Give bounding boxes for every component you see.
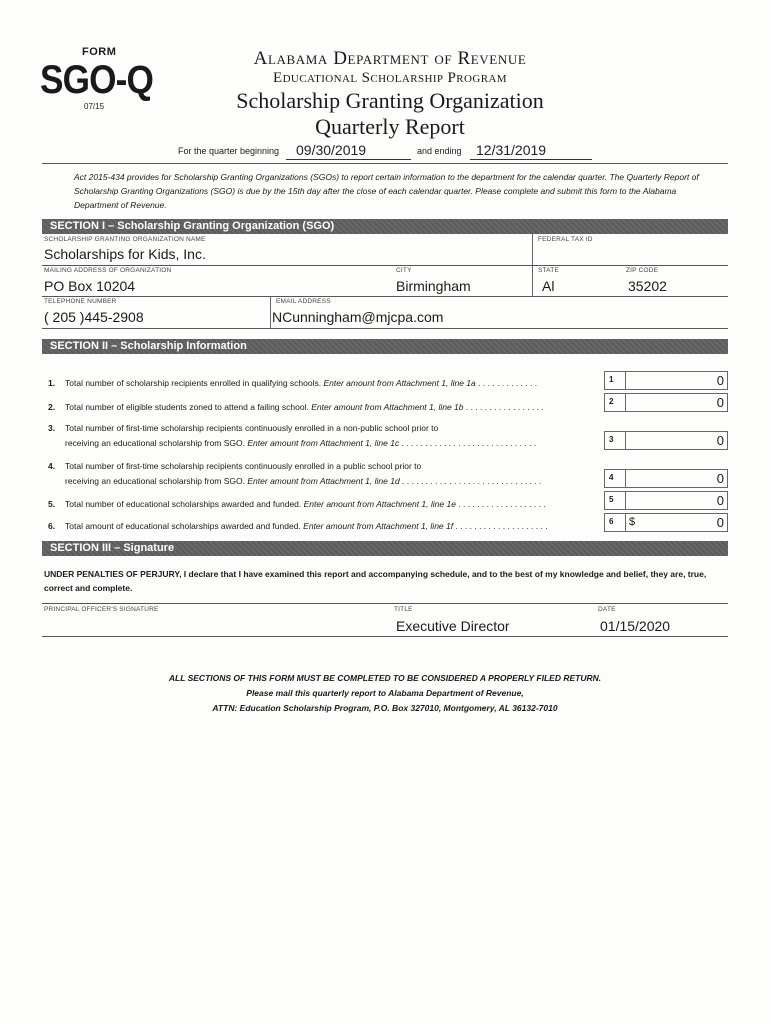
dollar-sign: $ <box>629 516 636 528</box>
box-divider <box>625 372 626 389</box>
fein-field[interactable] <box>538 246 728 262</box>
org-name-label: SCHOLARSHIP GRANTING ORGANIZATION NAME <box>44 236 206 243</box>
email-field[interactable]: NCunningham@mjcpa.com <box>272 309 444 325</box>
footer-notice: ALL SECTIONS OF THIS FORM MUST BE COMPLETED TO BE CONSIDERED A PROPERLY FILED RETURN. <box>168 673 602 683</box>
answer-value: 0 <box>716 471 724 486</box>
address-field[interactable]: PO Box 10204 <box>44 278 136 294</box>
answer-box-6[interactable] <box>604 513 728 532</box>
zip-label: ZIP CODE <box>626 267 659 274</box>
section-3-header: SECTION III – Signature <box>42 541 728 556</box>
state-field[interactable]: Al <box>542 278 555 294</box>
question-text-cont: receiving an educational scholarship from SGO. <box>65 438 246 448</box>
answer-box-1[interactable] <box>604 371 728 390</box>
answer-value: 0 <box>716 515 724 530</box>
box-divider <box>625 432 626 449</box>
question-5 <box>48 497 600 512</box>
question-hint: Enter amount from Attachment 1, line 1b <box>311 402 464 412</box>
row-divider <box>42 328 728 329</box>
box-divider <box>625 470 626 487</box>
question-text: Total number of first-time scholarship recipients continuously enrolled in a non-public school prior to <box>65 423 439 433</box>
answer-value: 0 <box>716 395 724 410</box>
department-name: Alabama Department of Revenue <box>253 48 527 69</box>
title-label: TITLE <box>394 606 413 613</box>
city-field[interactable]: Birmingham <box>396 278 471 294</box>
form-code: SGO-Q <box>40 58 153 102</box>
quarter-begin-field[interactable] <box>286 143 411 160</box>
date-field[interactable]: 01/15/2020 <box>600 618 671 634</box>
box-divider <box>625 394 626 411</box>
phone-label: TELEPHONE NUMBER <box>44 298 117 305</box>
form-subtitle: Quarterly Report <box>315 114 465 139</box>
leader-dots: . . . . . . . . . . . . . . . . . . . <box>455 499 546 509</box>
quarter-begin-label: For the quarter beginning <box>178 146 280 156</box>
row-divider <box>42 265 728 266</box>
box-number: 3 <box>609 435 614 444</box>
quarter-begin-value: 09/30/2019 <box>296 142 367 158</box>
section-1-header: SECTION I – Scholarship Granting Organization (SGO) <box>42 219 728 234</box>
section-2-header: SECTION II – Scholarship Information <box>42 339 728 354</box>
footer-address-line: ATTN: Education Scholarship Program, P.O. Box 327010, Montgomery, AL 36132-7010 <box>212 703 558 713</box>
question-number: 6. <box>48 521 56 531</box>
fein-label: FEDERAL TAX ID <box>538 236 593 243</box>
question-number: 4. <box>48 461 56 471</box>
email-label: EMAIL ADDRESS <box>276 298 331 305</box>
question-text: Total amount of educational scholarships awarded and funded. <box>65 521 301 531</box>
row-divider <box>42 636 728 637</box>
header-divider <box>42 163 728 164</box>
answer-box-2[interactable] <box>604 393 728 412</box>
perjury-statement: UNDER PENALTIES OF PERJURY, I declare that I have examined this report and accompanying schedule, and to the best of my knowledge and belief, they are, true, correct and complete. <box>44 569 707 593</box>
row-divider <box>42 603 728 604</box>
org-name-field[interactable]: Scholarships for Kids, Inc. <box>44 246 206 262</box>
question-1 <box>48 376 600 391</box>
question-4 <box>48 459 600 489</box>
question-number: 1. <box>48 378 56 388</box>
question-hint: Enter amount from Attachment 1, line 1d <box>247 476 400 486</box>
program-name: Educational Scholarship Program <box>273 70 507 86</box>
question-2 <box>48 400 600 415</box>
answer-value: 0 <box>716 373 724 388</box>
question-text: Total number of first-time scholarship recipients continuously enrolled in a public school prior to <box>65 461 422 471</box>
title-field[interactable]: Executive Director <box>396 618 510 634</box>
box-number: 4 <box>609 473 614 482</box>
leader-dots: . . . . . . . . . . . . . . . . . . . . . . . . . . . . . <box>399 438 537 448</box>
box-divider <box>625 514 626 531</box>
answer-box-3[interactable] <box>604 431 728 450</box>
question-6 <box>48 519 600 534</box>
box-divider <box>625 492 626 509</box>
form-label: FORM <box>82 46 117 58</box>
leader-dots: . . . . . . . . . . . . . . . . . . . . <box>453 521 548 531</box>
form-version: 07/15 <box>84 102 105 111</box>
box-number: 2 <box>609 397 614 406</box>
question-3 <box>48 421 600 451</box>
question-number: 5. <box>48 499 56 509</box>
quarter-end-label: and ending <box>417 146 462 156</box>
question-hint: Enter amount from Attachment 1, line 1f <box>303 521 454 531</box>
question-number: 2. <box>48 402 56 412</box>
question-number: 3. <box>48 423 56 433</box>
row-divider <box>42 296 728 297</box>
question-hint: Enter amount from Attachment 1, line 1c <box>247 438 400 448</box>
form-title: Scholarship Granting Organization <box>236 88 544 113</box>
phone-field[interactable]: ( 205 )445-2908 <box>44 309 144 325</box>
box-number: 1 <box>609 375 614 384</box>
box-number: 6 <box>609 517 614 526</box>
question-hint: Enter amount from Attachment 1, line 1a <box>323 378 476 388</box>
zip-field[interactable]: 35202 <box>628 278 667 294</box>
footer-mail-line: Please mail this quarterly report to Alabama Department of Revenue, <box>246 688 524 698</box>
quarter-end-value: 12/31/2019 <box>476 142 547 158</box>
question-text-cont: receiving an educational scholarship from SGO. <box>65 476 246 486</box>
intro-text: Act 2015-434 provides for Scholarship Granting Organizations (SGOs) to report certain information to the department for the calendar quarter. The Quarterly Report of Scholarship Granting Organizations (SGO) is due by the 15th day after the close of each calendar quarter. Please complete and submit this form to the Alabama Department of Revenue. <box>74 172 699 210</box>
leader-dots: . . . . . . . . . . . . . <box>475 378 538 388</box>
leader-dots: . . . . . . . . . . . . . . . . . . . . . . . . . . . . . . <box>399 476 542 486</box>
grid-divider <box>270 296 271 328</box>
address-label: MAILING ADDRESS OF ORGANIZATION <box>44 267 172 274</box>
signature-label: PRINCIPAL OFFICER'S SIGNATURE <box>44 606 159 613</box>
date-label: DATE <box>598 606 616 613</box>
answer-box-5[interactable] <box>604 491 728 510</box>
answer-value: 0 <box>716 493 724 508</box>
answer-box-4[interactable] <box>604 469 728 488</box>
box-number: 5 <box>609 495 614 504</box>
quarter-end-field[interactable] <box>470 143 592 160</box>
question-hint: Enter amount from Attachment 1, line 1e <box>303 499 456 509</box>
question-text: Total number of eligible students zoned to attend a failing school. <box>65 402 309 412</box>
answer-value: 0 <box>716 433 724 448</box>
city-label: CITY <box>396 267 412 274</box>
question-text: Total number of scholarship recipients enrolled in qualifying schools. <box>65 378 322 388</box>
question-text: Total number of educational scholarships awarded and funded. <box>65 499 302 509</box>
leader-dots: . . . . . . . . . . . . . . . . . <box>463 402 544 412</box>
state-label: STATE <box>538 267 559 274</box>
signature-field[interactable] <box>44 616 380 634</box>
